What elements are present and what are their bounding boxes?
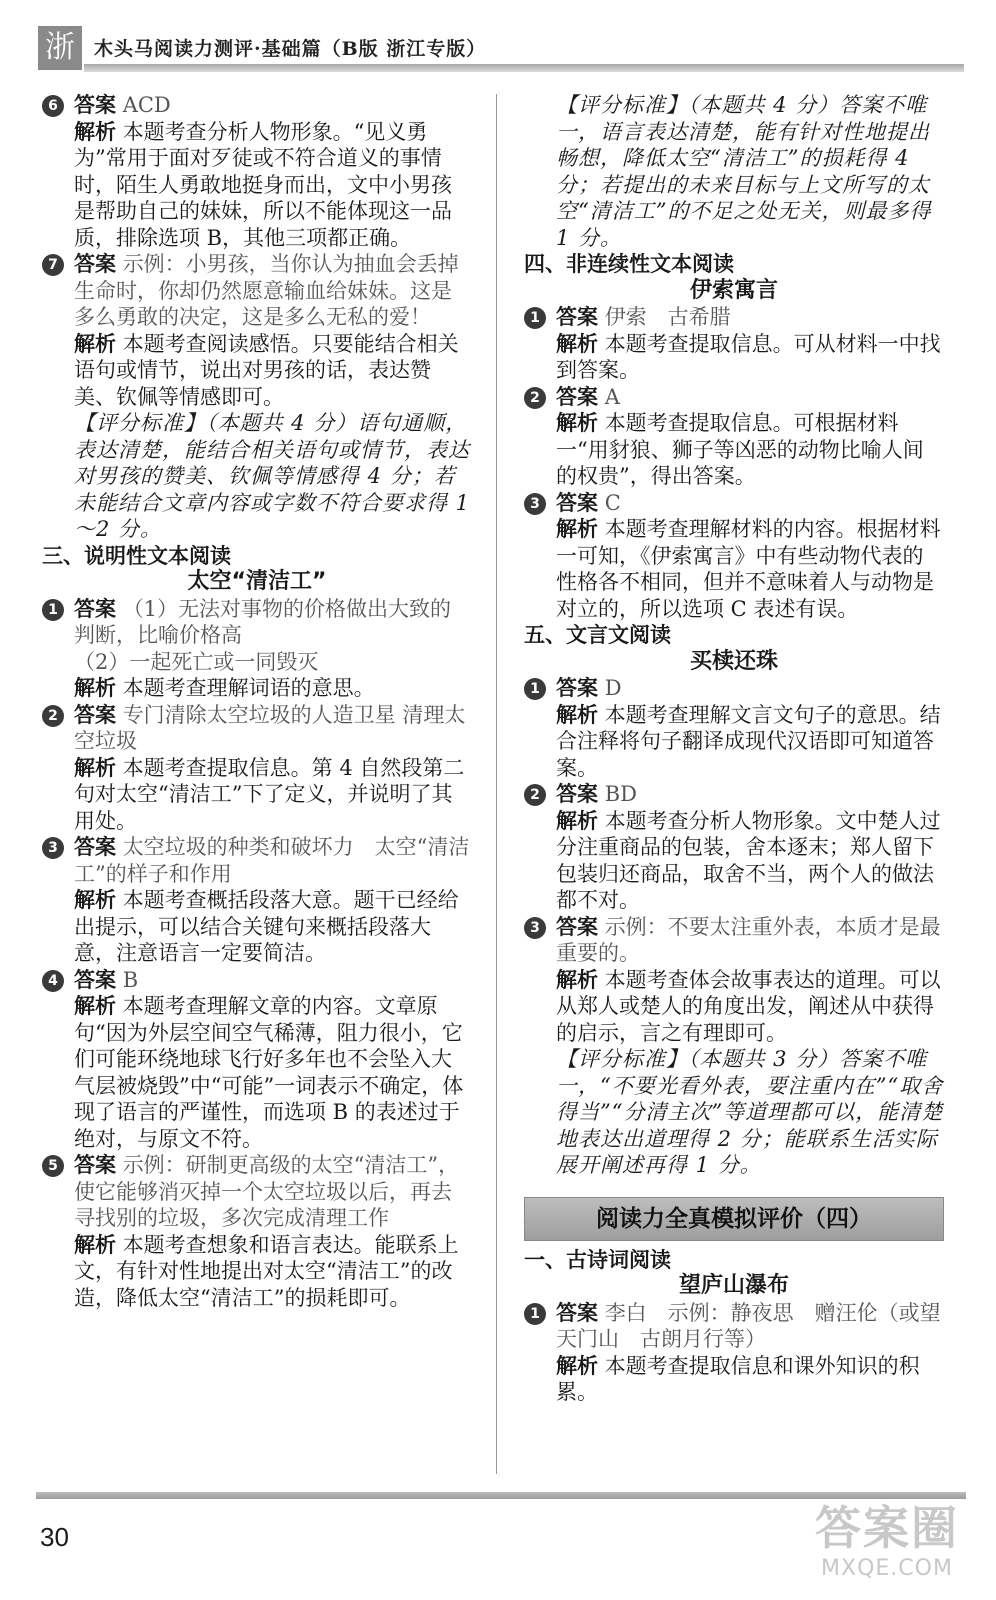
- answer-label: 答案: [74, 835, 116, 859]
- analysis-label: 解析: [74, 331, 116, 356]
- analysis-text: 本题考查分析人物形象。文中楚人过分注重商品的包装，舍本逐末；郑人留下包装归还商品，取舍不当，两个人的做法都不对。: [556, 808, 941, 912]
- scoring-standard: 【评分标准】（本题共 4 分）答案不唯一，语言表达清楚，能有针对性地提出畅想，降低太空“清洁工”的损耗得 4 分；若提出的未来目标与上文所写的太空“清洁工”的不足之处无关，则最多得 1 分。: [556, 93, 932, 250]
- answer-text: B: [122, 967, 139, 992]
- answer-text: 太空垃圾的种类和破坏力 太空“清洁工”的样子和作用: [74, 835, 470, 886]
- question-number: 1: [524, 1303, 546, 1325]
- analysis-label: 解析: [74, 1232, 116, 1257]
- question-number: 3: [524, 493, 546, 515]
- province-badge: 浙: [38, 26, 82, 70]
- question-item: [42, 596, 472, 702]
- scoring-standard: 【评分标准】（本题共 3 分）答案不唯一，“不要光看外表，要注重内在”“取舍得当”“分清主次”等道理都可以，能清楚地表达出道理得 2 分；能联系生活实际展开阐述再得 1 分。: [556, 1047, 944, 1177]
- answer-label: 答案: [74, 1153, 116, 1177]
- analysis-label: 解析: [556, 967, 598, 992]
- answer-text: 示例：研制更高级的太空“清洁工”，使它能够消灭掉一个太空垃圾以后，再去寻找别的垃圾，多次完成清理工作: [74, 1153, 460, 1230]
- answer-text: （2）一起死亡或一同毁灭: [74, 649, 319, 674]
- scoring-standard: 【评分标准】（本题共 4 分）语句通顺，表达清楚，能结合相关语句或情节，表达对男孩的赞美、钦佩等情感得 4 分；若未能结合文章内容或字数不符合要求得 1～2 分。: [74, 411, 471, 541]
- column-divider: [496, 94, 497, 1474]
- footer-rule: [36, 1492, 966, 1499]
- answer-label: 答案: [556, 384, 598, 409]
- page-number: 30: [40, 1522, 69, 1552]
- question-item: [42, 967, 472, 1153]
- watermark-logo: [812, 1500, 962, 1590]
- answer-text: 示例：不要太注重外表，本质才是最重要的。: [556, 914, 941, 965]
- answer-text: 李白 示例：静夜思 赠汪伦（或望天门山 古朗月行等）: [556, 1300, 941, 1351]
- page-header: [0, 0, 996, 70]
- answer-label: 答案: [556, 914, 598, 939]
- analysis-label: 解析: [74, 994, 116, 1018]
- analysis-text: 本题考查分析人物形象。“见义勇为”常用于面对歹徒或不符合道义的事情时，陌生人勇敢地挺身而出，文中小男孩是帮助自己的妹妹，所以不能体现这一品质，排除选项 B，其他三项都正确。: [74, 119, 452, 250]
- answer-label: 答案: [74, 252, 116, 276]
- book-title: 木头马阅读力测评·基础篇（B版 浙江专版）: [94, 38, 487, 60]
- analysis-label: 解析: [74, 888, 116, 912]
- question-number: 3: [42, 837, 64, 859]
- question-number: 1: [42, 599, 64, 621]
- analysis-label: 解析: [556, 411, 598, 435]
- analysis-text: 本题考查提取信息。可根据材料一“用豺狼、狮子等凶恶的动物比喻人间的权贵”，得出答案。: [556, 411, 924, 488]
- header-rule: [84, 64, 964, 72]
- analysis-text: 本题考查提取信息。第 4 自然段第二句对太空“清洁工”下了定义，并说明了其用处。: [74, 755, 465, 833]
- answer-text: （1）无法对事物的价格做出大致的判断，比喻价格高: [74, 596, 452, 647]
- question-item: [42, 92, 472, 251]
- analysis-text: 本题考查提取信息。可从材料一中找到答案。: [556, 331, 941, 382]
- question-number: 2: [524, 387, 546, 409]
- question-number: 6: [42, 95, 64, 117]
- question-item: [42, 834, 472, 967]
- question-item: [524, 384, 944, 490]
- analysis-label: 解析: [556, 331, 598, 356]
- answer-label: 答案: [74, 93, 116, 117]
- analysis-text: 本题考查提取信息和课外知识的积累。: [556, 1353, 920, 1404]
- passage-title: 太空“清洁工”: [187, 569, 327, 594]
- analysis-label: 解析: [556, 702, 598, 727]
- analysis-label: 解析: [74, 676, 116, 700]
- answer-text: D: [604, 676, 622, 700]
- question-item: [524, 914, 944, 1179]
- analysis-text: 本题考查理解词语的意思。: [122, 676, 375, 700]
- answer-text: C: [604, 490, 621, 515]
- question-item: [42, 1152, 472, 1311]
- answer-text: 伊索 古希腊: [604, 305, 731, 329]
- question-number: 1: [524, 307, 546, 329]
- analysis-text: 本题考查理解文言文句子的意思。结合注释将句子翻译成现代汉语即可知道答案。: [556, 702, 941, 780]
- left-column: [42, 92, 472, 1311]
- analysis-text: 本题考查概括段落大意。题干已经给出提示，可以结合关键句来概括段落大意，注意语言一定要简洁。: [74, 888, 459, 965]
- mock-test-banner: 阅读力全真模拟评价（四）: [524, 1197, 944, 1241]
- passage-title: 买椟还珠: [689, 648, 778, 674]
- question-item: [524, 490, 944, 623]
- question-item: [524, 1300, 944, 1406]
- answer-text: 示例：小男孩，当你认为抽血会丢掉生命时，你却仍然愿意输血给妹妹。这是多么勇敢的决定，这是多么无私的爱！: [74, 252, 459, 329]
- answer-text: BD: [604, 782, 637, 806]
- question-number: 3: [524, 917, 546, 939]
- question-item: [524, 675, 944, 781]
- analysis-label: 解析: [74, 119, 116, 144]
- analysis-text: 本题考查理解文章的内容。文章原句“因为外层空间空气稀薄，阻力很小，它们可能环绕地球飞行好多年也不会坠入大气层被烧毁”中“可能”一词表示不确定，体现了语言的严谨性，而选项 B 的表述过于绝对，与原文不符。: [74, 994, 464, 1151]
- section-heading: 三、说明性文本阅读: [42, 543, 231, 568]
- answer-label: 答案: [556, 305, 598, 329]
- analysis-text: 本题考查体会故事表达的道理。可以从郑人或楚人的角度出发，阐述从中获得的启示，言之有理即可。: [556, 967, 941, 1045]
- answer-text: 专门清除太空垃圾的人造卫星 清理太空垃圾: [74, 702, 466, 753]
- question-number: 2: [524, 784, 546, 806]
- analysis-text: 本题考查想象和语言表达。能联系上文，有针对性地提出对太空“清洁工”的改造，降低太空“清洁工”的损耗即可。: [74, 1232, 459, 1310]
- question-number: 7: [42, 254, 64, 276]
- answer-label: 答案: [74, 596, 116, 621]
- question-item: [42, 251, 472, 543]
- analysis-label: 解析: [556, 517, 598, 541]
- logo-text: 答案圈: [815, 1501, 959, 1555]
- answer-label: 答案: [74, 702, 116, 727]
- analysis-text: 本题考查理解材料的内容。根据材料一可知，《伊索寓言》中有些动物代表的性格各不相同，但并不意味着人与动物是对立的，所以选项 C 表述有误。: [556, 517, 941, 621]
- section-heading: 四、非连续性文本阅读: [524, 252, 734, 276]
- right-column: [524, 92, 944, 1406]
- answer-label: 答案: [74, 967, 116, 992]
- question-number: 2: [42, 705, 64, 727]
- analysis-label: 解析: [556, 808, 598, 833]
- question-item: [524, 304, 944, 384]
- answer-label: 答案: [556, 490, 598, 515]
- question-item: [524, 781, 944, 914]
- passage-title: 望庐山瀑布: [678, 1273, 789, 1298]
- section-heading: 一、古诗词阅读: [524, 1247, 671, 1272]
- logo-url: MXQE.COM: [821, 1556, 953, 1581]
- question-number: 4: [42, 970, 64, 992]
- question-number: 5: [42, 1155, 64, 1177]
- section-heading: 五、文言文阅读: [524, 623, 671, 647]
- passage-title: 伊索寓言: [689, 277, 778, 303]
- answer-label: 答案: [556, 1300, 598, 1325]
- answer-label: 答案: [556, 676, 598, 700]
- answer-text: A: [604, 384, 620, 409]
- question-number: 1: [524, 678, 546, 700]
- question-item: [42, 702, 472, 835]
- analysis-text: 本题考查阅读感悟。只要能结合相关语句或情节，说出对男孩的话，表达赞美、钦佩等情感即可。: [74, 331, 459, 409]
- analysis-label: 解析: [74, 755, 116, 780]
- answer-text: ACD: [122, 93, 171, 117]
- analysis-label: 解析: [556, 1353, 598, 1378]
- answer-label: 答案: [556, 782, 598, 806]
